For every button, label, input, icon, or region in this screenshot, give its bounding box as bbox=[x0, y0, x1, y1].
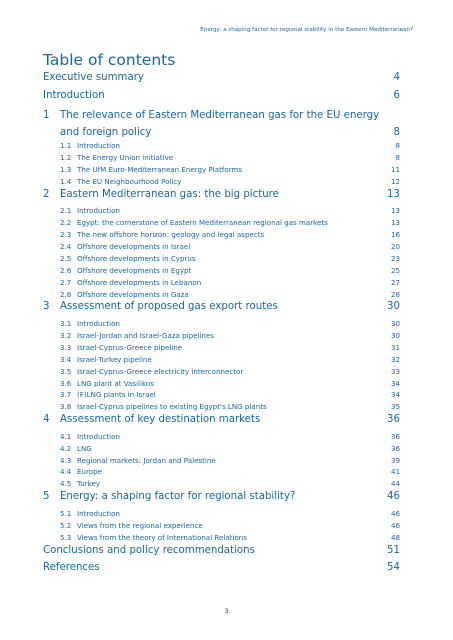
toc-section-number: 3.4 bbox=[60, 354, 72, 364]
toc-section[interactable] bbox=[43, 153, 400, 165]
toc-section[interactable] bbox=[43, 402, 400, 414]
toc-page-number: 13 bbox=[390, 218, 400, 228]
toc-chapter[interactable] bbox=[43, 301, 400, 319]
toc-section-number: 2.3 bbox=[60, 230, 72, 240]
toc-section[interactable] bbox=[43, 319, 400, 331]
toc-section[interactable] bbox=[43, 444, 400, 456]
toc-section-title: Offshore developments in Cyprus bbox=[77, 253, 196, 263]
toc-section-title: Israel-Cyprus-Greece electricity interconnector bbox=[77, 366, 244, 376]
toc-section-title: The UfM Euro-Mediterranean Energy Platforms bbox=[77, 164, 243, 174]
toc-section[interactable] bbox=[43, 230, 400, 242]
toc-page-number: 36 bbox=[387, 414, 400, 426]
toc-page-number: 8 bbox=[395, 141, 400, 151]
toc-section-title: LNG bbox=[77, 443, 92, 453]
toc-chapter-title: The relevance of Eastern Mediterranean gas for the EU energy bbox=[60, 110, 380, 122]
toc-page-number: 13 bbox=[390, 206, 400, 216]
toc-section[interactable] bbox=[43, 521, 400, 533]
toc-page-number: 46 bbox=[387, 491, 400, 503]
toc-section-title: Offshore developments in Egypt bbox=[77, 265, 192, 275]
toc-chapter[interactable] bbox=[43, 189, 400, 207]
toc-chapter-title: Energy: a shaping factor for regional stability? bbox=[60, 491, 296, 503]
toc-section-number: 4.2 bbox=[60, 443, 72, 453]
toc-chapter[interactable] bbox=[43, 491, 400, 509]
toc-section[interactable] bbox=[43, 206, 400, 218]
toc-section[interactable] bbox=[43, 254, 400, 266]
toc-chapter-title: Assessment of proposed gas export routes bbox=[60, 301, 278, 313]
toc-section-number: 2.5 bbox=[60, 253, 72, 263]
toc-section-title: Turkey bbox=[77, 479, 101, 489]
toc-page-number: 23 bbox=[390, 253, 400, 263]
toc-chapter-title: Assessment of key destination markets bbox=[60, 414, 261, 426]
toc-entry-title: References bbox=[43, 562, 100, 574]
toc-page-number: 46 bbox=[390, 508, 400, 518]
toc-page-number: 16 bbox=[390, 230, 400, 240]
toc-chapter-title: Eastern Mediterranean gas: the big picture bbox=[60, 188, 279, 200]
toc-page-number: 34 bbox=[390, 390, 400, 400]
toc-section[interactable] bbox=[43, 165, 400, 177]
toc-section[interactable] bbox=[43, 141, 400, 153]
toc-section-number: 3.5 bbox=[60, 366, 72, 376]
toc-page-number: 39 bbox=[390, 455, 400, 465]
toc-section[interactable] bbox=[43, 467, 400, 479]
toc-section[interactable] bbox=[43, 479, 400, 491]
toc-page-number: 54 bbox=[387, 562, 400, 574]
toc-section-title: Europe bbox=[77, 467, 102, 477]
toc-section-title: Introduction bbox=[77, 508, 120, 518]
toc-section-number: 1.1 bbox=[60, 141, 72, 151]
toc-chapter-title-continued: and foreign policy bbox=[60, 127, 152, 139]
toc-section[interactable] bbox=[43, 509, 400, 521]
toc-chapter[interactable] bbox=[43, 107, 400, 141]
toc-entry[interactable] bbox=[43, 562, 400, 580]
toc-chapter-number: 1 bbox=[43, 110, 50, 122]
toc-section-number: 3.1 bbox=[60, 319, 72, 329]
page-number: 3 bbox=[224, 607, 229, 615]
toc-section-title: (F)LNG plants in Israel bbox=[77, 390, 156, 400]
toc-section-number: 2.7 bbox=[60, 277, 72, 287]
toc-page-number: 25 bbox=[390, 265, 400, 275]
toc-section-number: 2.6 bbox=[60, 265, 72, 275]
toc-page-number: 30 bbox=[387, 301, 400, 313]
toc-page-number: 51 bbox=[387, 544, 400, 556]
toc-section-title: Israel-Turkey pipeline bbox=[77, 354, 152, 364]
toc-entry[interactable] bbox=[43, 72, 400, 90]
toc-page-number: 12 bbox=[390, 176, 400, 186]
toc-page-number: 32 bbox=[390, 354, 400, 364]
toc-section-number: 3.3 bbox=[60, 342, 72, 352]
toc-page-number: 46 bbox=[390, 520, 400, 530]
toc-section-number: 1.4 bbox=[60, 176, 72, 186]
toc-section[interactable] bbox=[43, 242, 400, 254]
toc-section-title: The Energy Union initiative bbox=[77, 153, 174, 163]
toc-section[interactable] bbox=[43, 379, 400, 391]
toc-section[interactable] bbox=[43, 533, 400, 545]
toc-section-title: Offshore developments in Lebanon bbox=[77, 277, 202, 287]
toc-page-number: 48 bbox=[390, 532, 400, 542]
toc-section[interactable] bbox=[43, 290, 400, 302]
toc-section-title: Israel-Jordan and Israel-Gaza pipelines bbox=[77, 330, 214, 340]
toc-section-number: 5.3 bbox=[60, 532, 72, 542]
toc-section-number: 3.6 bbox=[60, 378, 72, 388]
toc-section-number: 1.2 bbox=[60, 153, 72, 163]
toc-section[interactable] bbox=[43, 456, 400, 468]
toc-section[interactable] bbox=[43, 331, 400, 343]
toc-section[interactable] bbox=[43, 432, 400, 444]
toc-entry[interactable] bbox=[43, 545, 400, 563]
toc-chapter-number: 3 bbox=[43, 301, 50, 313]
toc-section-title: The new offshore horizon: geology and legal aspects bbox=[77, 230, 265, 240]
toc-section-number: 2.8 bbox=[60, 289, 72, 299]
toc-section-title: Views from the theory of International Relations bbox=[77, 532, 247, 542]
toc-page-number: 30 bbox=[390, 319, 400, 329]
toc-entry-title: Executive summary bbox=[43, 72, 144, 83]
toc-section-title: Offshore developments in Israel bbox=[77, 242, 191, 252]
toc-page-number: 8 bbox=[395, 153, 400, 163]
toc-page-number: 4 bbox=[393, 72, 400, 83]
toc-section-number: 4.5 bbox=[60, 479, 72, 489]
toc-section[interactable] bbox=[43, 266, 400, 278]
toc-section-number: 5.1 bbox=[60, 508, 72, 518]
toc-page-number: 31 bbox=[390, 342, 400, 352]
toc-page-number: 27 bbox=[390, 277, 400, 287]
toc-page-number: 35 bbox=[390, 402, 400, 412]
toc-section-number: 2.4 bbox=[60, 242, 72, 252]
toc-entry-title: Conclusions and policy recommendations bbox=[43, 544, 255, 556]
toc-page-number: 34 bbox=[390, 378, 400, 388]
toc-section-title: Regional markets: Jordan and Palestine bbox=[77, 455, 216, 465]
toc-page-number: 6 bbox=[393, 89, 400, 101]
table-of-contents bbox=[43, 72, 400, 580]
toc-page-number: 44 bbox=[390, 479, 400, 489]
toc-page-number: 36 bbox=[390, 443, 400, 453]
toc-section[interactable] bbox=[43, 278, 400, 290]
toc-page-number: 33 bbox=[390, 366, 400, 376]
toc-page-number: 41 bbox=[390, 467, 400, 477]
toc-section-title: Egypt: the cornerstone of Eastern Mediterranean regional gas markets bbox=[77, 218, 328, 228]
toc-section[interactable] bbox=[43, 218, 400, 230]
toc-page-number: 36 bbox=[390, 431, 400, 441]
toc-chapter-number: 4 bbox=[43, 414, 50, 426]
toc-section-title: LNG plant at Vasilikos bbox=[77, 378, 154, 388]
toc-page-number: 11 bbox=[390, 164, 400, 174]
toc-section-title: Introduction bbox=[77, 319, 120, 329]
page-title: Table of contents bbox=[43, 51, 176, 69]
toc-section-number: 3.8 bbox=[60, 402, 72, 412]
toc-section-title: Views from the regional experience bbox=[77, 520, 203, 530]
toc-entry-title: Introduction bbox=[43, 89, 105, 101]
toc-section[interactable] bbox=[43, 177, 400, 189]
toc-section-number: 4.4 bbox=[60, 467, 72, 477]
toc-chapter-number: 5 bbox=[43, 491, 50, 503]
toc-page-number: 13 bbox=[387, 188, 400, 200]
toc-section-title: Offshore developments in Gaza bbox=[77, 289, 189, 299]
toc-section[interactable] bbox=[43, 390, 400, 402]
toc-section-title: Israel-Cyprus pipelines to existing Egypt's LNG plants bbox=[77, 402, 267, 412]
toc-section-title: Introduction bbox=[77, 206, 120, 216]
toc-section-title: Introduction bbox=[77, 431, 120, 441]
toc-section[interactable] bbox=[43, 343, 400, 355]
toc-chapter-number: 2 bbox=[43, 188, 50, 200]
toc-section-number: 2.1 bbox=[60, 206, 72, 216]
toc-section-title: Israel-Cyprus-Greece pipeline bbox=[77, 342, 183, 352]
toc-section-number: 2.2 bbox=[60, 218, 72, 228]
toc-entry[interactable] bbox=[43, 90, 400, 108]
toc-section-number: 5.2 bbox=[60, 520, 72, 530]
toc-section-number: 1.3 bbox=[60, 164, 72, 174]
toc-page-number: 20 bbox=[390, 242, 400, 252]
toc-section[interactable] bbox=[43, 367, 400, 379]
toc-section-number: 3.2 bbox=[60, 330, 72, 340]
toc-section-title: The EU Neighbourhood Policy bbox=[77, 176, 182, 186]
toc-chapter[interactable] bbox=[43, 414, 400, 432]
toc-section[interactable] bbox=[43, 355, 400, 367]
toc-page-number: 8 bbox=[393, 127, 400, 139]
toc-section-number: 4.3 bbox=[60, 455, 72, 465]
toc-section-number: 3.7 bbox=[60, 390, 72, 400]
toc-section-number: 4.1 bbox=[60, 431, 72, 441]
toc-page-number: 28 bbox=[390, 289, 400, 299]
running-header: Energy: a shaping factor for regional stability in the Eastern Mediterranean? bbox=[200, 27, 413, 33]
toc-section-title: Introduction bbox=[77, 141, 120, 151]
toc-page-number: 30 bbox=[390, 330, 400, 340]
